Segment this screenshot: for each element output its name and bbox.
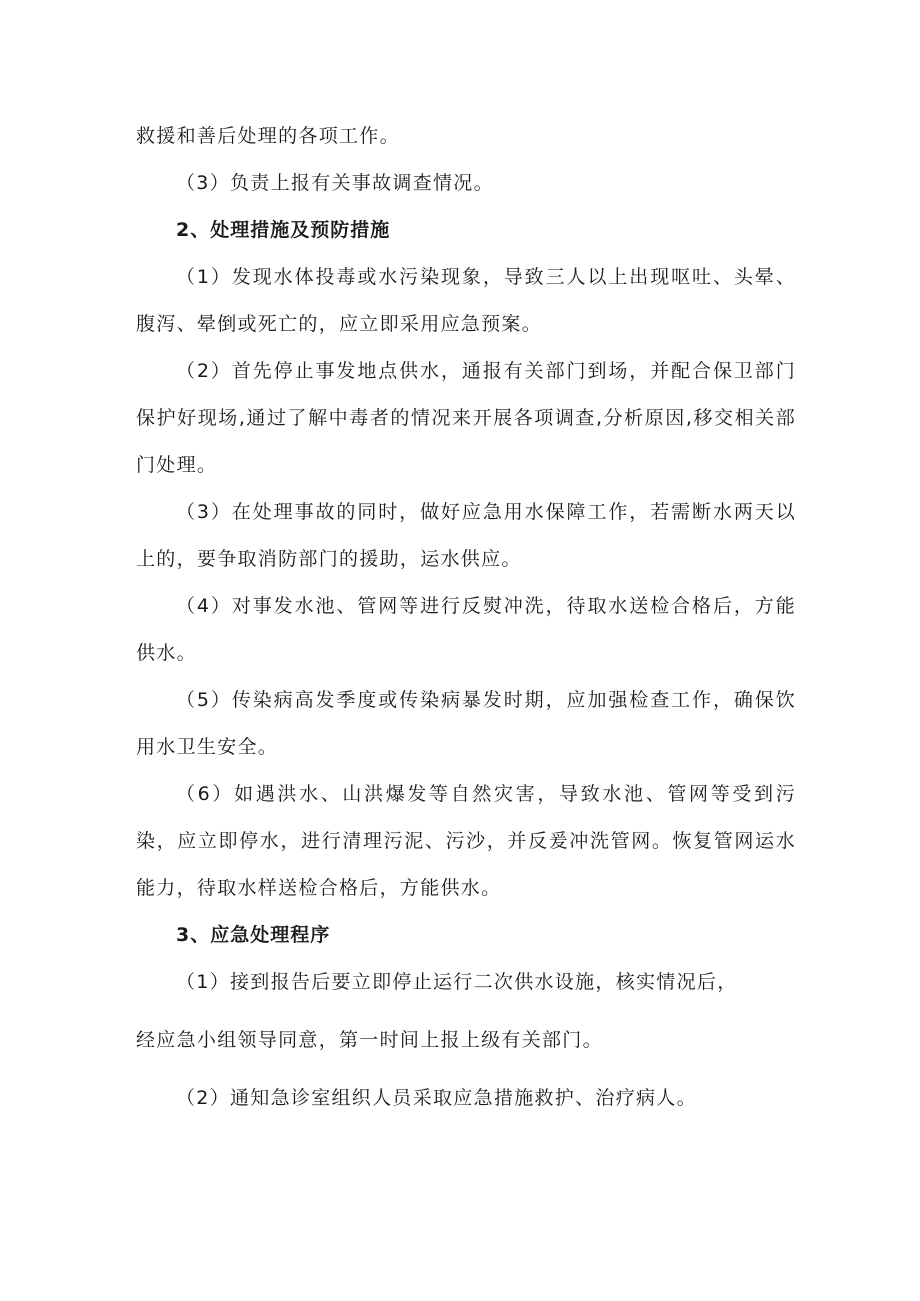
paragraph-measure-6: （6）如遇洪水、山洪爆发等自然灾害，导致水池、管网等受到污染，应立即停水，进行清理污泥、污沙，并反爰冲洗管网。恢复管网运水能力，待取水样送检合格后，方能供水。 bbox=[136, 783, 796, 899]
paragraph-measure-2: （2）首先停止事发地点供水，通报有关部门到场，并配合保卫部门保护好现场,通过了解中毒者的情况来开展各项调查,分析原因,移交相关部门处理。 bbox=[136, 360, 796, 476]
paragraph-procedure-2: （2）通知急诊室组织人员采取应急措施救护、治疗病人。 bbox=[176, 1087, 697, 1109]
paragraph-measure-5: （5）传染病高发季度或传染病暴发时期，应加强检查工作，确保饮用水卫生安全。 bbox=[136, 689, 796, 758]
paragraph-measure-1: （1）发现水体投毒或水污染现象，导致三人以上出现呕吐、头晕、腹泻、晕倒或死亡的，应立即采用应急预案。 bbox=[136, 266, 796, 335]
document-body bbox=[136, 113, 796, 1122]
paragraph-measure-3: （3）在处理事故的同时，做好应急用水保障工作，若需断水两天以上的，要争取消防部门的援助，运水供应。 bbox=[136, 501, 796, 570]
paragraph-procedure-1: （1）接到报告后要立即停止运行二次供水设施，核实情况后， bbox=[176, 971, 738, 993]
paragraph-item-3-report: （3）负责上报有关事故调查情况。 bbox=[176, 172, 494, 194]
paragraph-continuation: 救援和善后处理的各项工作。 bbox=[136, 125, 400, 147]
paragraph-measure-4: （4）对事发水池、管网等进行反熨冲洗，待取水送检合格后，方能供水。 bbox=[136, 595, 796, 664]
paragraph-procedure-1-continued: 经应急小组领导同意，第一时间上报上级有关部门。 bbox=[136, 1029, 603, 1051]
section-heading-2: 2、处理措施及预防措施 bbox=[176, 219, 391, 241]
section-heading-3: 3、应急处理程序 bbox=[176, 924, 331, 946]
